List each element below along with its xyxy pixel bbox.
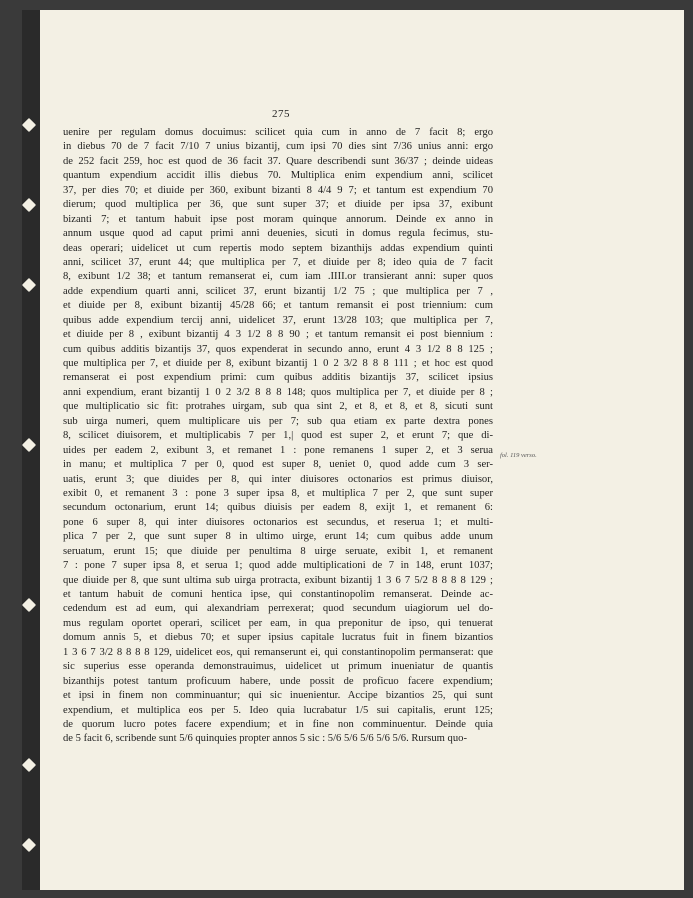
text-line: expendium, et multiplica eos per 5. Ideo quia lucrabatur 1/5 sui capitalis, erunt 125; [63,704,493,716]
text-line: uatis, erunt 3; que diuides per 8, qui inter diuisores octonarios est primus diuisor, [63,473,493,485]
text-line: in diebus 70 de 7 facit 7/10 7 unius bizantij, cum ipsi 70 dies sint 7/36 unius anni: ergo [63,141,493,153]
body-text [63,126,493,747]
text-line: dierum; quod multiplica per 36, que sunt super 37; et diuide per ipsa 37, exibunt [63,199,493,211]
binding-holes [22,10,40,890]
text-line: deas operari; uidelicet ut cum repertis modo septem bizanthijs addas expendium quinti [63,242,493,254]
text-line: que multiplicatio sic fit: protrahes uirgam, sub qua sint 2, et 8, et 8, et 8, sicuti sunt [63,401,493,413]
text-line: 37, per dies 70; et diuide per 360, exibunt bizanti 8 4/4 9 7; et tantum est expendium 70 [63,184,493,196]
binding-hole [22,758,36,772]
text-line: que diuide per 8, que sunt ultima sub uirga protracta, exibunt bizantij 1 3 6 7 5/2 8 8 8 8 129 ; [63,574,493,586]
text-line: de 252 facit 259, hoc est quod de 36 facit 37. Quare describendi sunt 36/37 ; deinde uideas [63,155,493,167]
binding-hole [22,198,36,212]
text-line: quibus adde expendium tercij anni, uidelicet 37, erunt 13/28 103; que multiplica per 7, [63,314,493,326]
text-line: anni, scilicet 37, erunt 44; que multiplica per 7, et diuide per 8; ideo quia de 7 facit [63,256,493,268]
text-line: adde expendium quarti anni, scilicet 37, erunt bizantij 1/2 75 ; que multiplica per 7 , [63,285,493,297]
binding-hole [22,278,36,292]
text-line: remanserat ei post expendium primi: cum quibus additis bizantijs 37, scilicet ipsius [63,372,493,384]
text-line: 8, exibunt 1/2 38; et tantum remanserat ei, cum iam .IIII.or transierant anni: super quos [63,271,493,283]
binding-hole [22,598,36,612]
text-line: uides per eadem 2, exibunt 3, et remanet 1 : pone remanens 1 super 2, et 3 serua [63,444,493,456]
text-line: cum quibus additis bizantijs 37, quos expenderat in secundo anno, erunt 4 3 1/2 8 8 125 ; [63,343,493,355]
text-line: et ipsi in finem non comminuantur; qui sic inuenientur. Accipe bizantios 25, qui sunt [63,690,493,702]
text-line: domum annis 5, et diebus 70; et super ipsius capitale lucratus fuit in finem bizantios [63,632,493,644]
text-line: de 5 facit 6, scribende sunt 5/6 quinquies propter annos 5 sic : 5/6 5/6 5/6 5/6 5/6. Rursum quo- [63,733,467,745]
text-line: anni expendium, erant bizantij 1 0 2 3/2 8 8 8 148; quos multiplica per 7, et diuide per 8 ; [63,386,493,398]
text-line: uenire per regulam domus docuimus: scilicet quia cum in anno de 7 facit 8; ergo [63,127,493,138]
text-line: pone 6 super 8, qui inter diuisores octonarios est secundus, et reserua 1; et multi- [63,516,493,528]
binding-hole [22,438,36,452]
margin-note: fol. 119 verso. [500,452,537,459]
text-line: exibit 0, et remanent 3 : pone 3 super ipsa 8, et multiplica 7 per 2, que sunt super [63,487,493,499]
text-line: et tantum habuit de comuni hentica ipse, qui constantinopolim remanserat. Deinde ac- [63,589,493,600]
page-number: 275 [272,108,290,120]
text-line: de quorum lucro potes facere expendium; et in fine non comminuentur. Deinde quia [63,718,493,730]
text-line: que multiplica per 7, et diuide per 8, exibunt bizantij 1 0 2 3/2 8 8 8 111 ; et hoc est quod [63,358,493,369]
text-line: secundum octonarium, erunt 14; quibus diuisis per eadem 8, exijt 1, et remanent 6: [63,502,493,514]
text-line: seruatum, erunt 15; que diuide per penultima 8 uirge seruate, exibit 1, et remanent [63,545,493,557]
text-line: bizanthijs potest tantum proficuum habere, unde possit de proficuo facere expendium; [63,675,493,687]
text-line: quantum expendium accidit illis diebus 70. Multiplica enim expendium anni, scilicet [63,170,493,182]
binding-hole [22,838,36,852]
text-line: bizanti 7; et tantum habuit ipse post moram quinque annorum. Deinde ex anno in [63,213,493,225]
text-line: sic superius esse operanda demonstrauimus, uidelicet ut primum inueniatur de quantis [63,661,493,673]
text-line: sub uirga numeri, quem multiplicare uis per 7; sub qua etiam ex parte dextra pones [63,415,493,427]
text-line: cedendum est ad eum, qui alexandriam perrexerat; quod secundum uiagiorum uel do- [63,603,493,615]
text-line: et diuide per 8 , exibunt bizantij 4 3 1/2 8 8 90 ; et tantum remansit ei post biennium : [63,329,493,341]
text-line: 1 3 6 7 3/2 8 8 8 8 129, uidelicet eos, qui remanserunt ei, qui constantinopolim permanserat: que [63,646,493,658]
binding-hole [22,118,36,132]
text-line: annum usque quod ad caput primi anni deuenies, sicuti in domus regula fecimus, stu- [63,228,493,240]
text-line: mus regulam oportet operari, scilicet per eam, in qua preponitur de ipso, qui tenuerat [63,617,493,629]
text-line: 8, scilicet diuisorem, et multiplicabis 7 per 1,| quod est super 2, et erunt 7; que di- [63,430,493,442]
text-line: in manu; et multiplica 7 per 0, quod est super 8, ueniet 0, quod adde cum 3 ser- [63,459,493,471]
text-line: plica 7 per 2, que sunt super 8 in ultimo uirge, erunt 14; cum quibus adde unum [63,531,493,543]
text-line: et diuide per 8, exibunt bizantij 45/28 66; et tantum remansit ei post triennium: cum [63,300,493,312]
text-line: 7 : pone 7 super ipsa 8, et serua 1; quod adde multiplicationi de 7 in 148, erunt 1037; [63,560,493,572]
document-page [22,10,684,890]
